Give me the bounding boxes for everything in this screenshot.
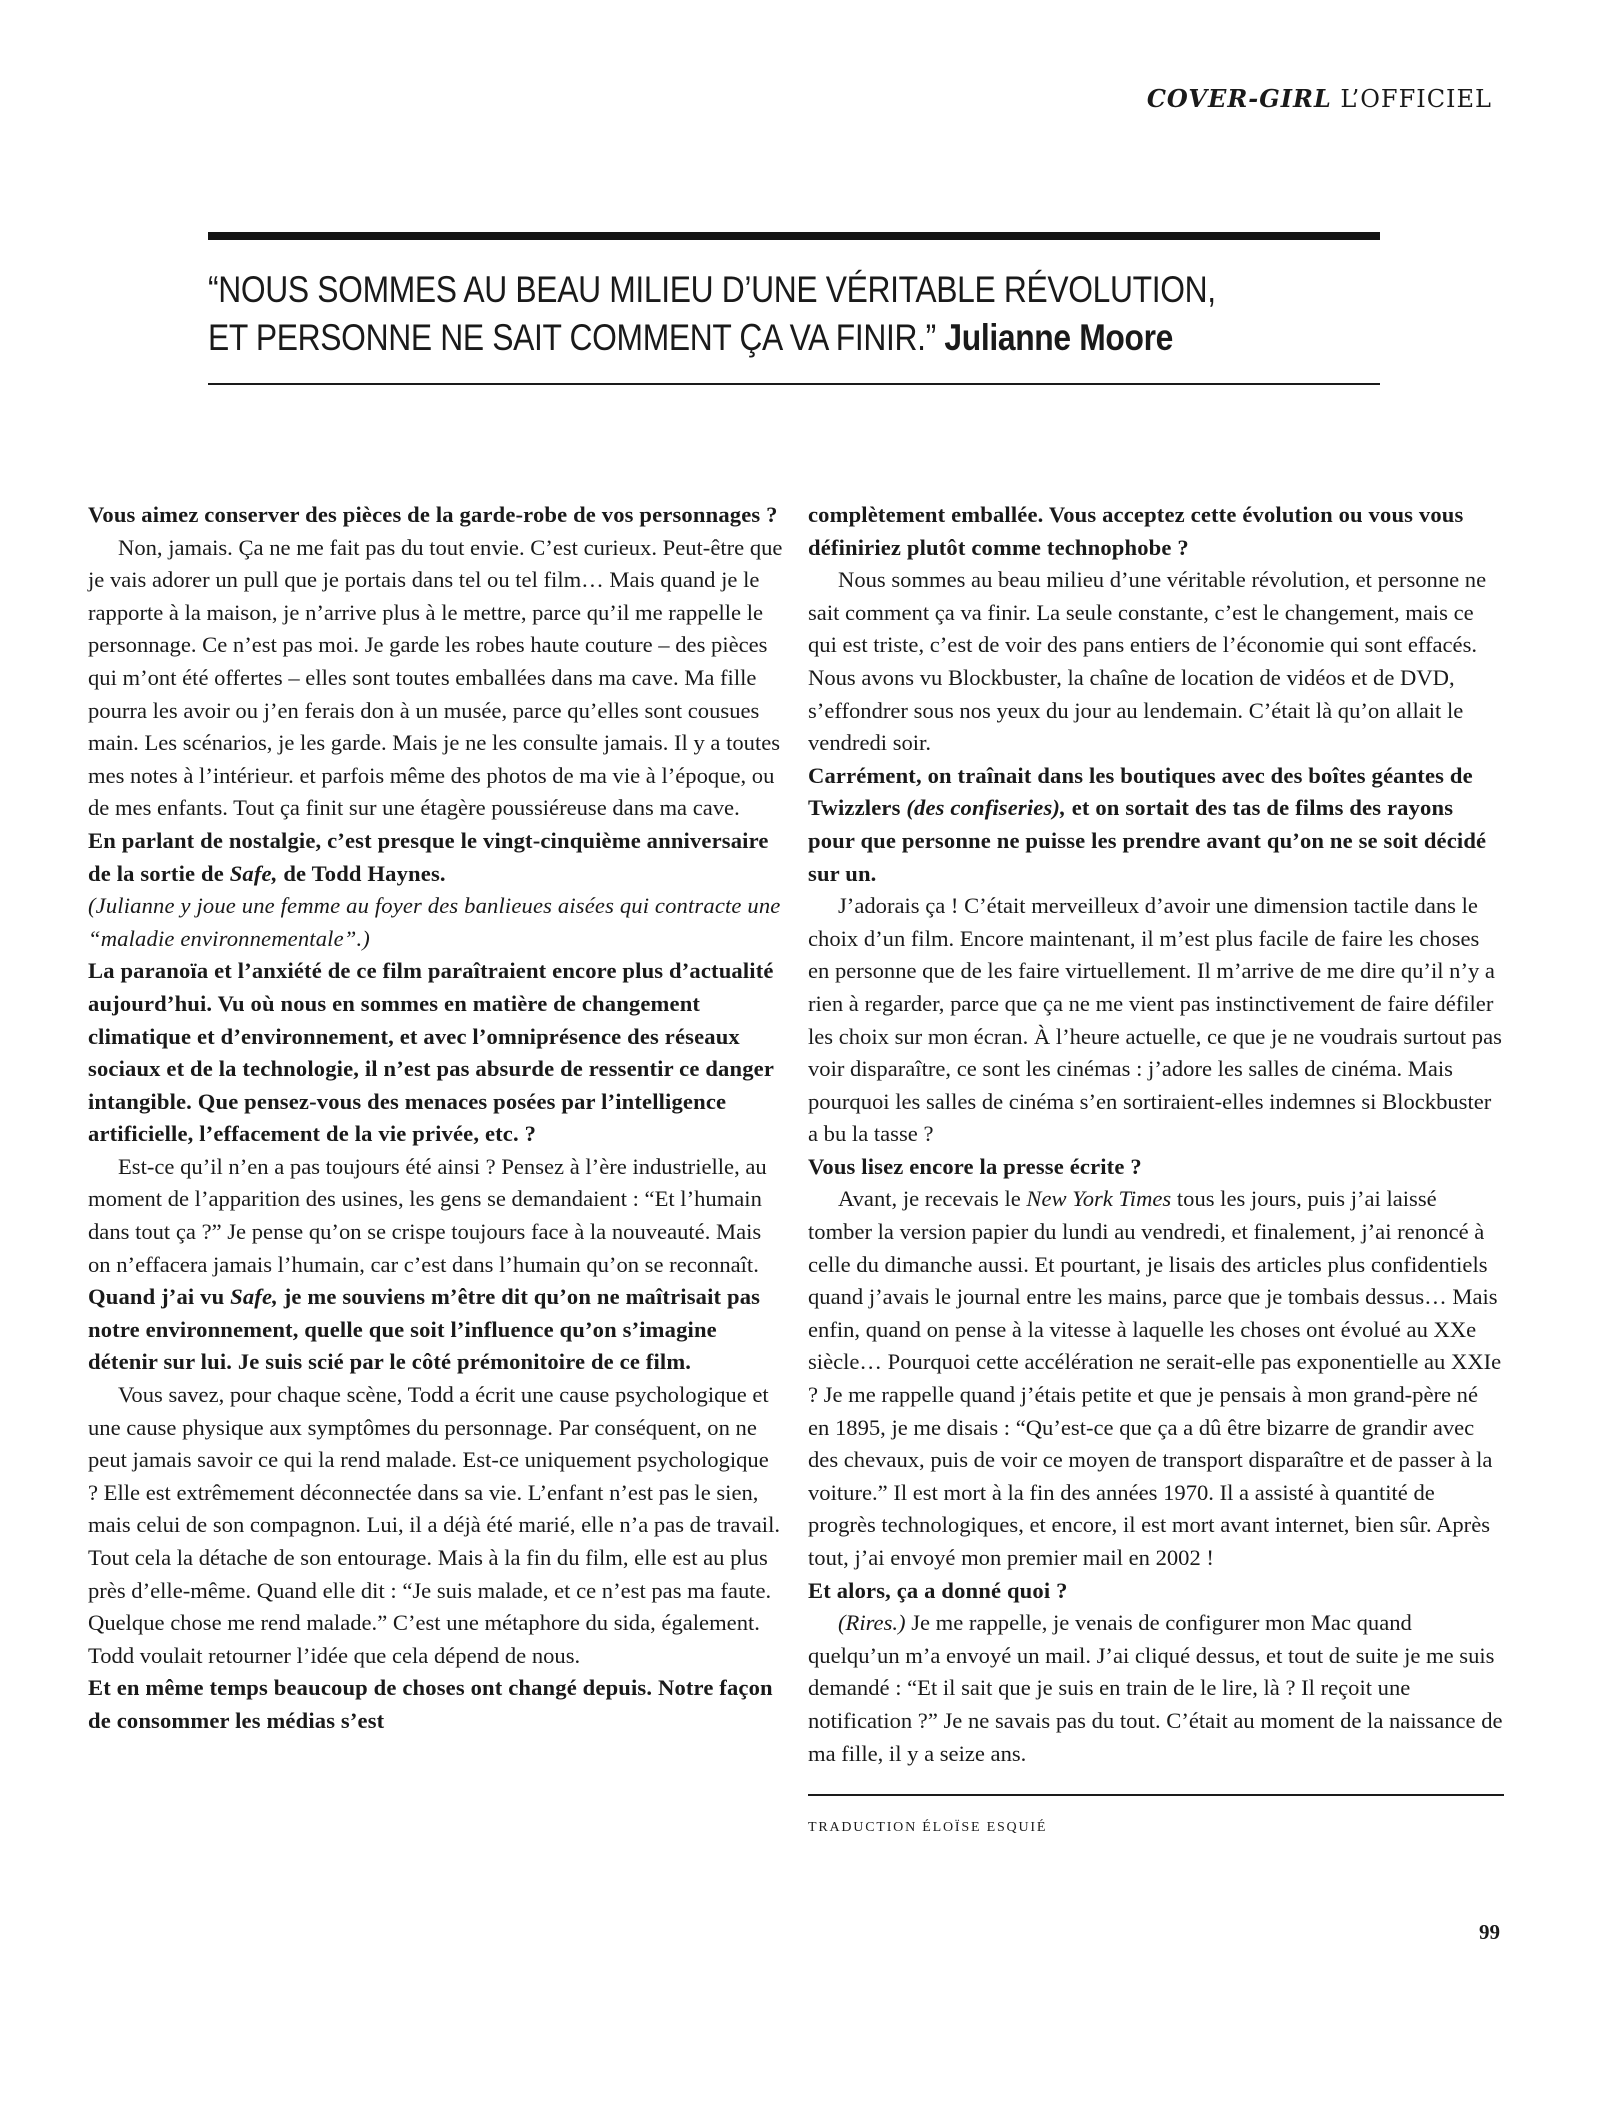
film-title: Safe, bbox=[229, 860, 278, 886]
running-header bbox=[1147, 84, 1492, 113]
header-magazine: L’OFFICIEL bbox=[1340, 85, 1492, 113]
editor-note: (des confiseries), bbox=[906, 795, 1066, 821]
question: Quand j’ai vu Safe, je me souviens m’être dit qu’on ne maîtrisait pas notre environnement, quelle que soit l’influence qu’on s’imagine détenir sur lui. Je suis scié par le côté prémonitoire de ce film. bbox=[88, 1284, 761, 1375]
answer: Nous sommes au beau milieu d’une véritable révolution, et personne ne sait comment ça va finir. La seule constante, c’est le changement, mais ce qui est triste, c’est de voir des pans entiers de l’économie qui sont effacés. Nous avons vu Blockbuster, la chaîne de location de vidéos et de DVD, s’effondrer sous nos yeux du jour au lendemain. C’était là qu’on allait le vendredi soir. bbox=[808, 567, 1487, 756]
question: Carrément, on traînait dans les boutiques avec des boîtes géantes de Twizzlers (des confiseries), et on sortait des tas de films des rayons pour que personne ne puisse les prendre avant qu’on ne se soit décidé sur un. bbox=[808, 762, 1487, 886]
pull-quote bbox=[208, 266, 1223, 362]
newspaper-title: New York Times bbox=[1026, 1186, 1172, 1212]
pull-quote-author: Julianne Moore bbox=[944, 317, 1173, 358]
question: En parlant de nostalgie, c’est presque le vingt-cinquième anniversaire de la sortie de Safe, de Todd Haynes. bbox=[88, 827, 769, 886]
credit-rule bbox=[808, 1794, 1504, 1796]
answer: (Rires.) Je me rappelle, je venais de configurer mon Mac quand quelqu’un m’a envoyé un mail. J’ai cliqué dessus, et tout de suite je me suis demandé : “Et il sait que je suis en train de le lire, là ? Il reçoit une notification ?” Je ne savais pas du tout. C’était au moment de la naissance de ma fille, il y a seize ans. bbox=[808, 1610, 1503, 1766]
question: Et en même temps beaucoup de choses ont changé depuis. Notre façon de consommer les médias s’est bbox=[88, 1675, 773, 1733]
question: La paranoïa et l’anxiété de ce film paraîtraient encore plus d’actualité aujourd’hui. Vu où nous en sommes en matière de changement climatique et d’environnement, et avec l’omniprésence des réseaux sociaux et de la technologie, il n’est pas absurde de ressentir ce danger intangible. Que pensez-vous des menaces posées par l’intelligence artificielle, l’effacement de la vie privée, etc. ? bbox=[88, 958, 774, 1147]
editor-note: (Julianne y joue une femme au foyer des banlieues aisées qui contracte une “maladie environnementale”.) bbox=[88, 893, 781, 951]
header-section: COVER-GIRL bbox=[1146, 84, 1332, 113]
answer: Non, jamais. Ça ne me fait pas du tout envie. C’est curieux. Peut-être que je vais adorer un pull que je portais dans tel ou tel film… Mais quand je le rapporte à la maison, je n’arrive plus à le mettre, parce qu’il me rappelle le personnage. Ce n’est pas moi. Je garde les robes haute couture – des pièces qui m’ont été offertes – elles sont toutes emballées dans ma cave. Ma fille pourra les avoir ou j’en ferais don à un musée, parce qu’elles sont cousues main. Les scénarios, je les garde. Mais je ne les consulte jamais. Il y a toutes mes notes à l’intérieur. et parfois même des photos de ma vie à l’époque, ou de mes enfants. Tout ça finit sur une étagère poussiéreuse dans ma cave. bbox=[88, 534, 783, 821]
pull-quote-line-2: ET PERSONNE NE SAIT COMMENT ÇA VA FINIR.” Julianne Moore bbox=[208, 317, 1173, 358]
answer: Avant, je recevais le New York Times tous les jours, puis j’ai laissé tomber la version papier du lundi au vendredi, et finalement, j’ai renoncé à celle du dimanche aussi. Et pourtant, je lisais des articles plus confidentiels quand j’avais le journal entre les mains, parce que je tombais dessus… Mais enfin, quand on pense à la vitesse à laquelle les choses ont évolué au XXe siècle… Pourquoi cette accélération ne serait-elle pas exponentielle au XXIe ? Je me rappelle quand j’étais petite et que je pensais à mon grand-père né en 1895, je me disais : “Qu’est-ce que ça a dû être bizarre de grandir avec des chevaux, puis de voir ce moyen de transport disparaître et de passer à la voiture.” Il est mort à la fin des années 1970. Il a assisté à quantité de progrès technologiques, et encore, il est mort avant internet, bien sûr. Après tout, j’ai envoyé mon premier mail en 2002 ! bbox=[808, 1186, 1502, 1570]
question: Vous lisez encore la presse écrite ? bbox=[808, 1153, 1142, 1179]
article-column-right bbox=[808, 499, 1504, 1838]
question: Et alors, ça a donné quoi ? bbox=[808, 1577, 1068, 1603]
question: complètement emballée. Vous acceptez cette évolution ou vous vous définiriez plutôt comme technophobe ? bbox=[808, 502, 1464, 560]
article-column-left bbox=[88, 499, 784, 1738]
answer: J’adorais ça ! C’était merveilleux d’avoir une dimension tactile dans le choix d’un film. Encore maintenant, il m’est plus facile de faire les choses en personne que de les faire virtuellement. Il m’arrive de me dire qu’il n’y a rien à regarder, parce que ça ne me vient pas instinctivement de faire défiler les choix sur mon écran. À l’heure actuelle, ce que je ne voudrais surtout pas voir disparaître, ce sont les cinémas : j’adore les salles de cinéma. Mais pourquoi les salles de cinéma s’en sortiraient-elles indemnes si Blockbuster a bu la tasse ? bbox=[808, 893, 1502, 1147]
film-title: Safe, bbox=[230, 1284, 278, 1310]
pull-quote-top-rule bbox=[208, 232, 1380, 240]
pull-quote-line-1: “NOUS SOMMES AU BEAU MILIEU D’UNE VÉRITABLE RÉVOLUTION, bbox=[208, 269, 1216, 310]
answer: Vous savez, pour chaque scène, Todd a écrit une cause psychologique et une cause physique aux symptômes du personnage. Par conséquent, on ne peut jamais savoir ce qui la rend malade. Est-ce uniquement psychologique ? Elle est extrêmement déconnectée dans sa vie. L’enfant n’est pas le sien, mais celui de son compagnon. Lui, il a déjà été marié, elle n’a pas de travail. Tout cela la détache de son entourage. Mais à la fin du film, elle est au plus près d’elle-même. Quand elle dit : “Je suis malade, et ce n’est pas ma faute. Quelque chose me rend malade.” C’est une métaphore du sida, également. Todd voulait retourner l’idée que cela dépend de nous. bbox=[88, 1382, 780, 1668]
answer: Est-ce qu’il n’en a pas toujours été ainsi ? Pensez à l’ère industrielle, au moment de l’apparition des usines, les gens se demandaient : “Et l’humain dans tout ça ?” Je pense qu’on se crispe toujours face à la nouveauté. Mais on n’effacera jamais l’humain, car c’est dans l’humain qu’on se reconnaît. bbox=[88, 1153, 767, 1277]
translation-credit: TRADUCTION ÉLOÏSE ESQUIÉ bbox=[808, 1819, 1048, 1835]
page-number: 99 bbox=[1479, 1920, 1500, 1944]
pull-quote-bottom-rule bbox=[208, 383, 1380, 385]
stage-direction: (Rires.) bbox=[838, 1610, 906, 1636]
question: Vous aimez conserver des pièces de la garde-robe de vos personnages ? bbox=[88, 502, 778, 527]
